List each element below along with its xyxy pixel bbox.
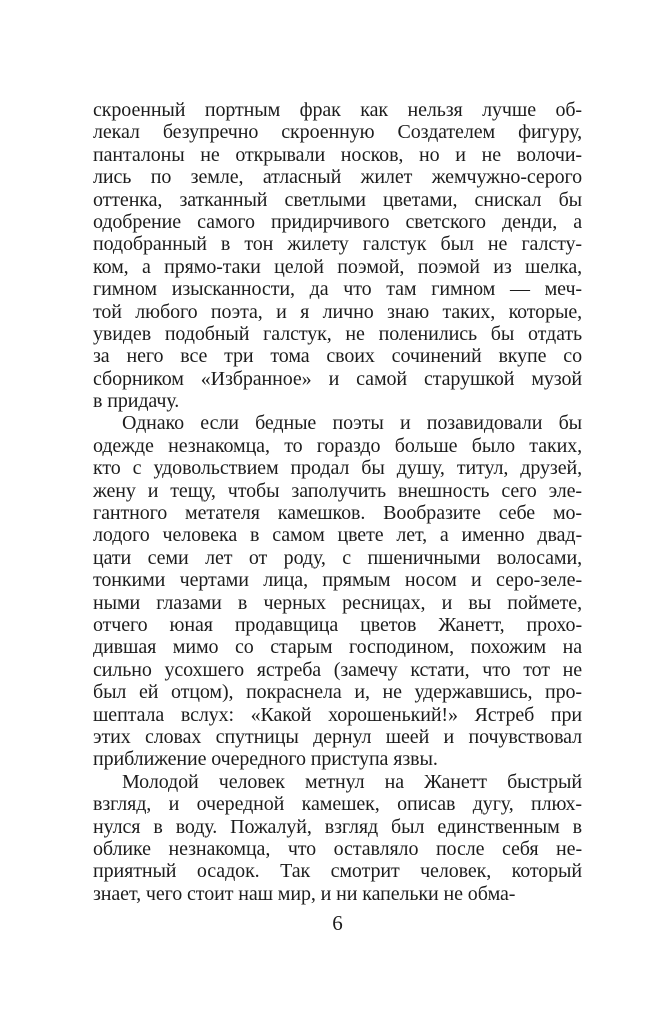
text-line: гимном изысканности, да что там гимном — меч- <box>93 278 582 301</box>
text-line: скроенный портным фрак как нельзя лучше об- <box>93 99 582 121</box>
text-line: тонкими чертами лица, прямым носом и серо-зеле- <box>93 569 582 592</box>
text-line: за него все три тома своих сочинений вкупе со <box>93 345 582 368</box>
text-line: в придачу. <box>93 390 180 413</box>
text-line: кто с удовольствием продал бы душу, титул, друзей, <box>93 457 582 480</box>
text-block <box>93 99 582 905</box>
text-line: подобранный в тон жилету галстук был не галсту- <box>93 233 582 256</box>
paragraph <box>93 771 582 905</box>
text-line: сборником «Избранное» и самой старушкой музой <box>93 367 582 390</box>
text-line: был ей отцом), покраснела и, не удержавшись, про- <box>93 681 582 704</box>
text-line: дившая мимо со старым господином, похожим на <box>93 636 582 659</box>
text-line: той любого поэта, и я лично знаю таких, которые, <box>93 300 582 323</box>
text-line: Молодой человек метнул на Жанетт быстрый <box>122 770 582 793</box>
text-line: взгляд, и очередной камешек, описав дугу, плюх- <box>93 793 582 816</box>
text-line: Однако если бедные поэты и позавидовали бы <box>122 412 582 435</box>
page-number: 6 <box>332 911 343 935</box>
text-line: этих словах спутницы дернул шеей и почувствовал <box>93 725 582 748</box>
text-line: увидев подобный галстук, не поленились бы отдать <box>93 322 582 345</box>
text-line: приближение очередного приступа язвы. <box>93 748 438 771</box>
text-line: панталоны не открывали носков, но и не волочи- <box>93 143 582 166</box>
text-line: одобрение самого придирчивого светского денди, а <box>93 210 582 233</box>
text-line: ком, а прямо-таки целой поэмой, поэмой из шелка, <box>93 255 582 278</box>
text-line: цати семи лет от роду, с пшеничными волосами, <box>93 546 582 569</box>
text-line: одежде незнакомца, то гораздо больше было таких, <box>93 434 582 457</box>
text-line: ными глазами в черных ресницах, и вы поймете, <box>93 591 582 614</box>
text-line: оттенка, затканный светлыми цветами, снискал бы <box>93 188 582 211</box>
text-line: отчего юная продавщица цветов Жанетт, прохо- <box>93 613 582 636</box>
paragraph <box>93 412 582 770</box>
text-line: шептала вслух: «Какой хорошенький!» Ястреб при <box>93 703 582 726</box>
text-line: облике незнакомца, что оставляло после себя не- <box>93 837 582 860</box>
text-line: сильно усохшего ястреба (замечу кстати, что тот не <box>93 658 582 681</box>
text-line: нулся в воду. Пожалуй, взгляд был единственным в <box>93 815 582 838</box>
paragraph <box>93 99 582 412</box>
text-line: лодого человека в самом цвете лет, а именно двад- <box>93 524 582 547</box>
text-line: знает, чего стоит наш мир, и ни капельки не обма- <box>93 882 516 905</box>
text-line: гантного метателя камешков. Вообразите себе мо- <box>93 502 582 525</box>
text-line: лекал безупречно скроенную Создателем фигуру, <box>93 121 582 144</box>
text-line: лись по земле, атласный жилет жемчужно-серого <box>93 166 582 189</box>
text-line: приятный осадок. Так смотрит человек, который <box>93 860 582 883</box>
text-line: жену и тещу, чтобы заполучить внешность сего эле- <box>93 479 582 502</box>
